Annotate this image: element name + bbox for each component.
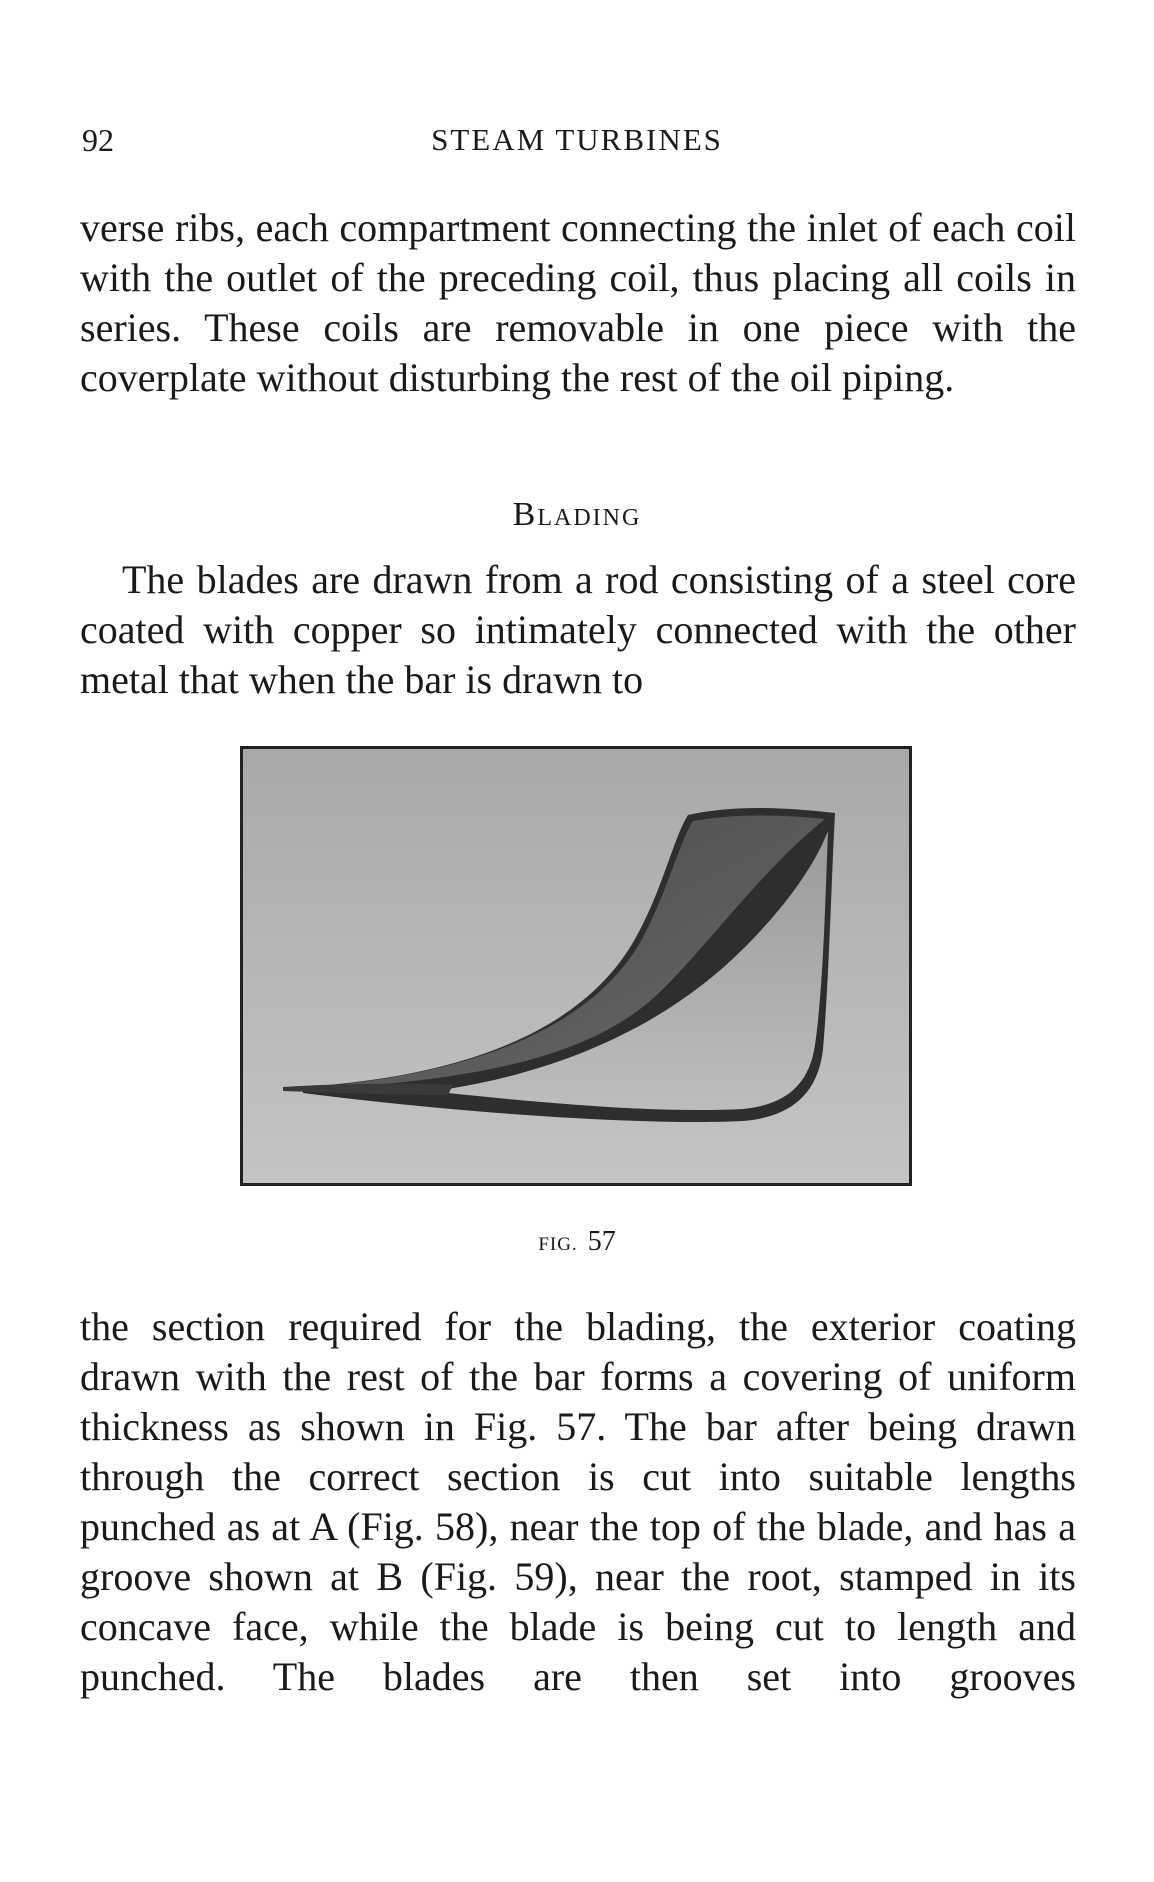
running-title: STEAM TURBINES bbox=[431, 122, 723, 157]
paragraph-blading-continued bbox=[80, 1302, 1076, 1702]
figure-number: 57 bbox=[587, 1226, 616, 1257]
figure-caption bbox=[0, 1226, 1154, 1258]
turbine-blade-illustration bbox=[243, 749, 909, 1183]
figure-57-image bbox=[240, 746, 912, 1186]
paragraph-2-text: The blades are drawn from a rod consisting of a steel core coated with copper so intimately connected with the other metal that when the bar is drawn to bbox=[80, 557, 1076, 702]
paragraph-3-text: the section required for the blading, the exterior coating drawn with the rest of the bar forms a covering of uniform thickness as shown in Fig. 57. The bar after being drawn through the correct section is cut into suitable lengths punched as at A (Fig. 58), near the top of the blade, and has a groove shown at B (Fig. 59), near the root, stamped in its concave face, while the blade is being cut to length and punched. The blades are then set into grooves bbox=[80, 1304, 1076, 1699]
section-heading: Blading bbox=[512, 496, 642, 533]
paragraph-blading-intro bbox=[80, 555, 1076, 705]
page-number: 92 bbox=[82, 122, 114, 158]
figure-label: FIG. bbox=[538, 1234, 578, 1255]
paragraph-continued bbox=[80, 203, 1076, 403]
paragraph-1-text: verse ribs, each compartment connecting the inlet of each coil with the outlet of the preceding coil, thus placing all coils in series. These coils are removable in one piece with the coverplate without disturbing the rest of the oil piping. bbox=[80, 205, 1076, 400]
